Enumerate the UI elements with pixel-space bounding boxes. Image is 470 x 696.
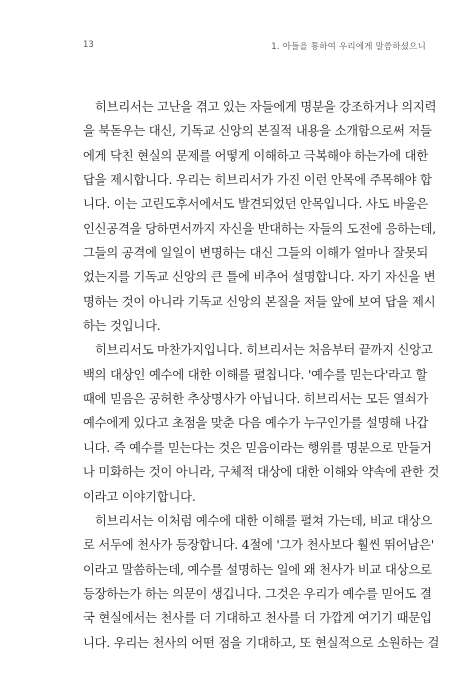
text-line: 히브리서도 마찬가지입니다. 히브리서는 처음부터 끝까지 신앙고 — [95, 343, 433, 358]
text-line: 니다. 우리는 천사의 어떤 점을 기대하고, 또 현실적으로 소원하는 걸 — [83, 635, 440, 650]
text-line: 인신공격을 당하면서까지 자신을 반대하는 자들의 도전에 응하는데, — [83, 221, 436, 236]
text-line: 나 미화하는 것이 아니라, 구체적 대상에 대한 이해와 약속에 관한 것 — [83, 465, 440, 480]
running-header — [83, 40, 426, 54]
text-line: 로 서두에 천사가 등장합니다. 4절에 '그가 천사보다 훨씬 뛰어남은' — [83, 538, 435, 553]
text-line: 국 현실에서는 천사를 더 기대하고 천사를 더 가깝게 여기기 때문입 — [83, 611, 432, 626]
text-line: 히브리서는 고난을 겪고 있는 자들에게 명분을 강조하거나 의지력 — [95, 100, 437, 114]
chapter-title: 1. 아들을 통하여 우리에게 말씀하셨으니 — [271, 42, 426, 52]
text-line: 그들의 공격에 일일이 변명하는 대신 그들의 이해가 얼마나 잘못되 — [83, 246, 428, 261]
text-line: 에게 닥친 현실의 문제를 어떻게 이해하고 극복해야 하는가에 대한 — [83, 148, 428, 163]
text-line: 이라고 이야기합니다. — [83, 489, 196, 504]
text-line: 예수에게 있다고 초점을 맞춘 다음 예수가 누구인가를 설명해 나갑 — [83, 416, 428, 431]
page-number: 13 — [83, 40, 94, 50]
text-line: 었는지를 기독교 신앙의 큰 틀에 비추어 설명합니다. 자기 자신을 변 — [83, 270, 436, 285]
text-line: 답을 제시합니다. 우리는 히브리서가 가진 이런 안목에 주목해야 합 — [83, 173, 432, 188]
text-line: 하는 것입니다. — [83, 319, 161, 334]
text-line: 히브리서는 이처럼 예수에 대한 이해를 펼쳐 가는데, 비교 대상으 — [95, 513, 433, 528]
text-line: 니다. 즉 예수를 믿는다는 것은 믿음이라는 행위를 명분으로 만들거 — [83, 440, 432, 455]
text-line: 등장하는가 하는 의문이 생깁니다. 그것은 우리가 예수를 믿어도 결 — [83, 586, 432, 601]
text-line: 을 북돋우는 대신, 기독교 신앙의 본질적 내용을 소개함으로써 저들 — [83, 124, 432, 139]
text-line: 명하는 것이 아니라 기독교 신앙의 본질을 저들 앞에 보여 답을 제시 — [83, 294, 436, 309]
text-line: 이라고 말씀하는데, 예수를 설명하는 일에 왜 천사가 비교 대상으로 — [83, 562, 432, 577]
body-text — [83, 95, 440, 655]
text-line: 백의 대상인 예수에 대한 이해를 펼칩니다. '예수를 믿는다'라고 할 — [83, 367, 427, 382]
text-line: 니다. 이는 고린도후서에서도 발견되었던 안목입니다. 사도 바울은 — [83, 197, 428, 212]
text-line: 때에 믿음은 공허한 추상명사가 아닙니다. 히브리서는 모든 열쇠가 — [83, 392, 428, 407]
